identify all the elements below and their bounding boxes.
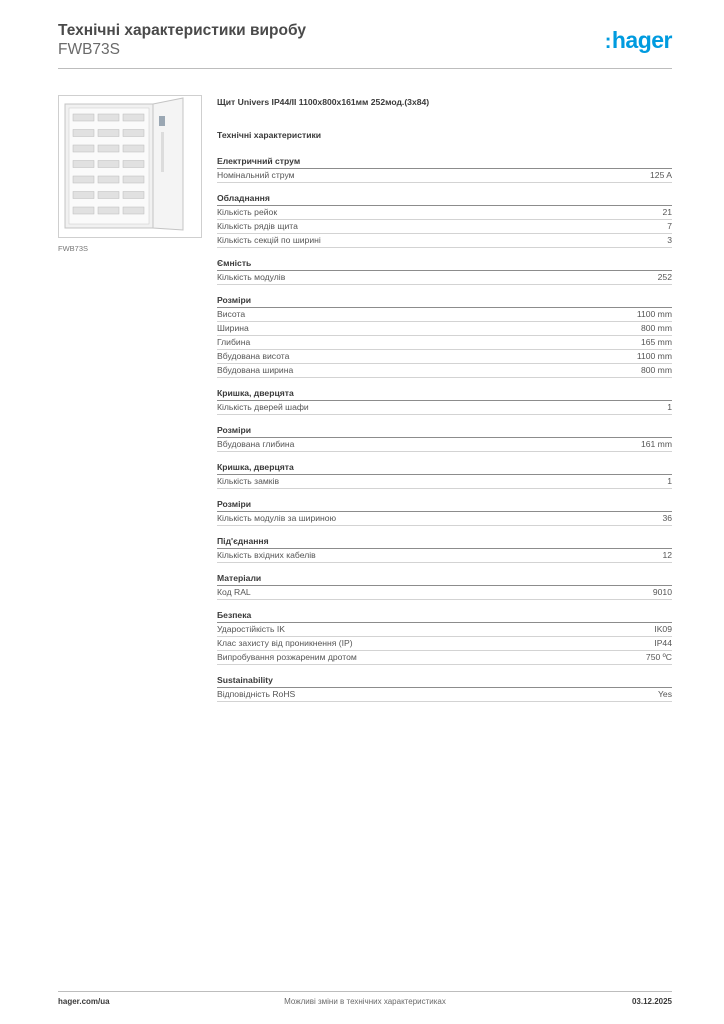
spec-row <box>217 549 672 563</box>
footer-date: 03.12.2025 <box>631 997 672 1006</box>
page-footer <box>58 997 672 1011</box>
spec-value: IP44 <box>654 638 672 648</box>
spec-value: 750 ºC <box>645 652 672 662</box>
section-title: Розміри <box>217 498 672 512</box>
module-slot <box>123 192 144 199</box>
module-slot <box>98 145 119 152</box>
hager-logo: :hager <box>604 27 672 53</box>
spec-label: Кількість замків <box>217 476 280 486</box>
spec-value: 9010 <box>652 587 672 597</box>
spec-row <box>217 308 672 322</box>
spec-section <box>217 155 672 183</box>
spec-section <box>217 387 672 415</box>
spec-value: 1 <box>667 402 672 412</box>
section-title: Безпека <box>217 609 672 623</box>
module-slot <box>98 192 119 199</box>
spec-row <box>217 586 672 600</box>
spec-row <box>217 336 672 350</box>
logo-text: hager <box>611 27 672 53</box>
spec-row <box>217 637 672 651</box>
section-title: Кришка, дверцята <box>217 461 672 475</box>
module-slot <box>73 192 94 199</box>
spec-label: Кількість дверей шафи <box>217 402 309 412</box>
spec-value: 3 <box>667 235 672 245</box>
spec-value: 800 mm <box>640 365 672 375</box>
spec-label: Номінальний струм <box>217 170 295 180</box>
section-title: Під'єднання <box>217 535 672 549</box>
spec-row <box>217 220 672 234</box>
spec-section <box>217 461 672 489</box>
module-slot <box>73 161 94 168</box>
module-slot <box>98 207 119 214</box>
spec-row <box>217 169 672 183</box>
spec-label: Глибина <box>217 337 251 347</box>
spec-value: 7 <box>667 221 672 231</box>
module-slot <box>123 161 144 168</box>
distribution-cabinet-image <box>58 95 202 238</box>
spec-label: Ударостійкість IK <box>217 624 285 634</box>
section-title: Матеріали <box>217 572 672 586</box>
spec-row <box>217 364 672 378</box>
specs-heading: Технічні характеристики <box>217 130 322 140</box>
spec-value: 12 <box>662 550 672 560</box>
spec-value: IK09 <box>654 624 672 634</box>
spec-row <box>217 206 672 220</box>
footer-divider <box>58 991 672 992</box>
spec-value: 252 <box>657 272 672 282</box>
module-slot <box>98 114 119 121</box>
spec-section <box>217 674 672 702</box>
spec-row <box>217 438 672 452</box>
spec-row <box>217 688 672 702</box>
spec-value: 1 <box>667 476 672 486</box>
page-header <box>58 22 672 68</box>
module-slot <box>73 207 94 214</box>
spec-value: 165 mm <box>640 337 672 347</box>
product-description: Щит Univers IP44/II 1100x800x161мм 252мод.(3x84) <box>217 97 430 107</box>
spec-row <box>217 623 672 637</box>
section-title: Кришка, дверцята <box>217 387 672 401</box>
module-slot <box>123 207 144 214</box>
spec-section <box>217 294 672 378</box>
section-title: Розміри <box>217 294 672 308</box>
module-slot <box>123 176 144 183</box>
module-slot <box>73 114 94 121</box>
module-slot <box>98 130 119 137</box>
spec-label: Ширина <box>217 323 249 333</box>
module-slot <box>73 130 94 137</box>
spec-section <box>217 257 672 285</box>
spec-label: Вбудована ширина <box>217 365 294 375</box>
product-reference: FWB73S <box>58 41 121 58</box>
module-slot <box>123 145 144 152</box>
spec-row <box>217 322 672 336</box>
header-divider <box>58 68 672 69</box>
spec-section <box>217 498 672 526</box>
spec-value: 36 <box>662 513 672 523</box>
image-caption: FWB73S <box>58 244 89 253</box>
spec-section <box>217 572 672 600</box>
section-title: Розміри <box>217 424 672 438</box>
spec-section <box>217 424 672 452</box>
footer-notice: Можливі зміни в технічних характеристиках <box>284 997 446 1006</box>
spec-label: Кількість рейок <box>217 207 278 217</box>
spec-label: Висота <box>217 309 246 319</box>
spec-label: Код RAL <box>217 587 251 597</box>
spec-value: 125 A <box>650 170 672 180</box>
spec-section <box>217 609 672 665</box>
module-slot <box>98 176 119 183</box>
spec-label: Вбудована висота <box>217 351 290 361</box>
module-slot <box>123 130 144 137</box>
spec-value: 1100 mm <box>636 351 672 361</box>
spec-value: 800 mm <box>640 323 672 333</box>
section-title: Sustainability <box>217 674 672 688</box>
spec-label: Кількість вхідних кабелів <box>217 550 316 560</box>
spec-value: 1100 mm <box>636 309 672 319</box>
spec-row <box>217 350 672 364</box>
spec-sections <box>217 155 672 702</box>
spec-row <box>217 651 672 665</box>
module-slot <box>98 161 119 168</box>
footer-website: hager.com/ua <box>58 997 110 1006</box>
spec-label: Кількість модулів <box>217 272 286 282</box>
module-slot <box>123 114 144 121</box>
spec-row <box>217 475 672 489</box>
spec-value: 161 mm <box>640 439 672 449</box>
spec-label: Кількість рядів щита <box>217 221 298 231</box>
module-slot <box>73 176 94 183</box>
spec-row <box>217 234 672 248</box>
spec-label: Випробування розжареним дротом <box>217 652 357 662</box>
spec-value: Yes <box>657 689 672 699</box>
module-slot <box>73 145 94 152</box>
section-title: Обладнання <box>217 192 672 206</box>
spec-row <box>217 401 672 415</box>
spec-label: Кількість модулів за шириною <box>217 513 337 523</box>
page-title: Технічні характеристики виробу <box>58 22 306 39</box>
spec-section <box>217 192 672 248</box>
spec-row <box>217 512 672 526</box>
spec-label: Клас захисту від проникнення (IP) <box>217 638 353 648</box>
spec-label: Кількість секцій по ширині <box>217 235 321 245</box>
spec-row <box>217 271 672 285</box>
spec-section <box>217 535 672 563</box>
section-title: Електричний струм <box>217 155 672 169</box>
spec-label: Відповідність RoHS <box>217 689 296 699</box>
section-title: Ємність <box>217 257 672 271</box>
specifications <box>217 96 672 702</box>
spec-label: Вбудована глибина <box>217 439 295 449</box>
spec-value: 21 <box>662 207 672 217</box>
